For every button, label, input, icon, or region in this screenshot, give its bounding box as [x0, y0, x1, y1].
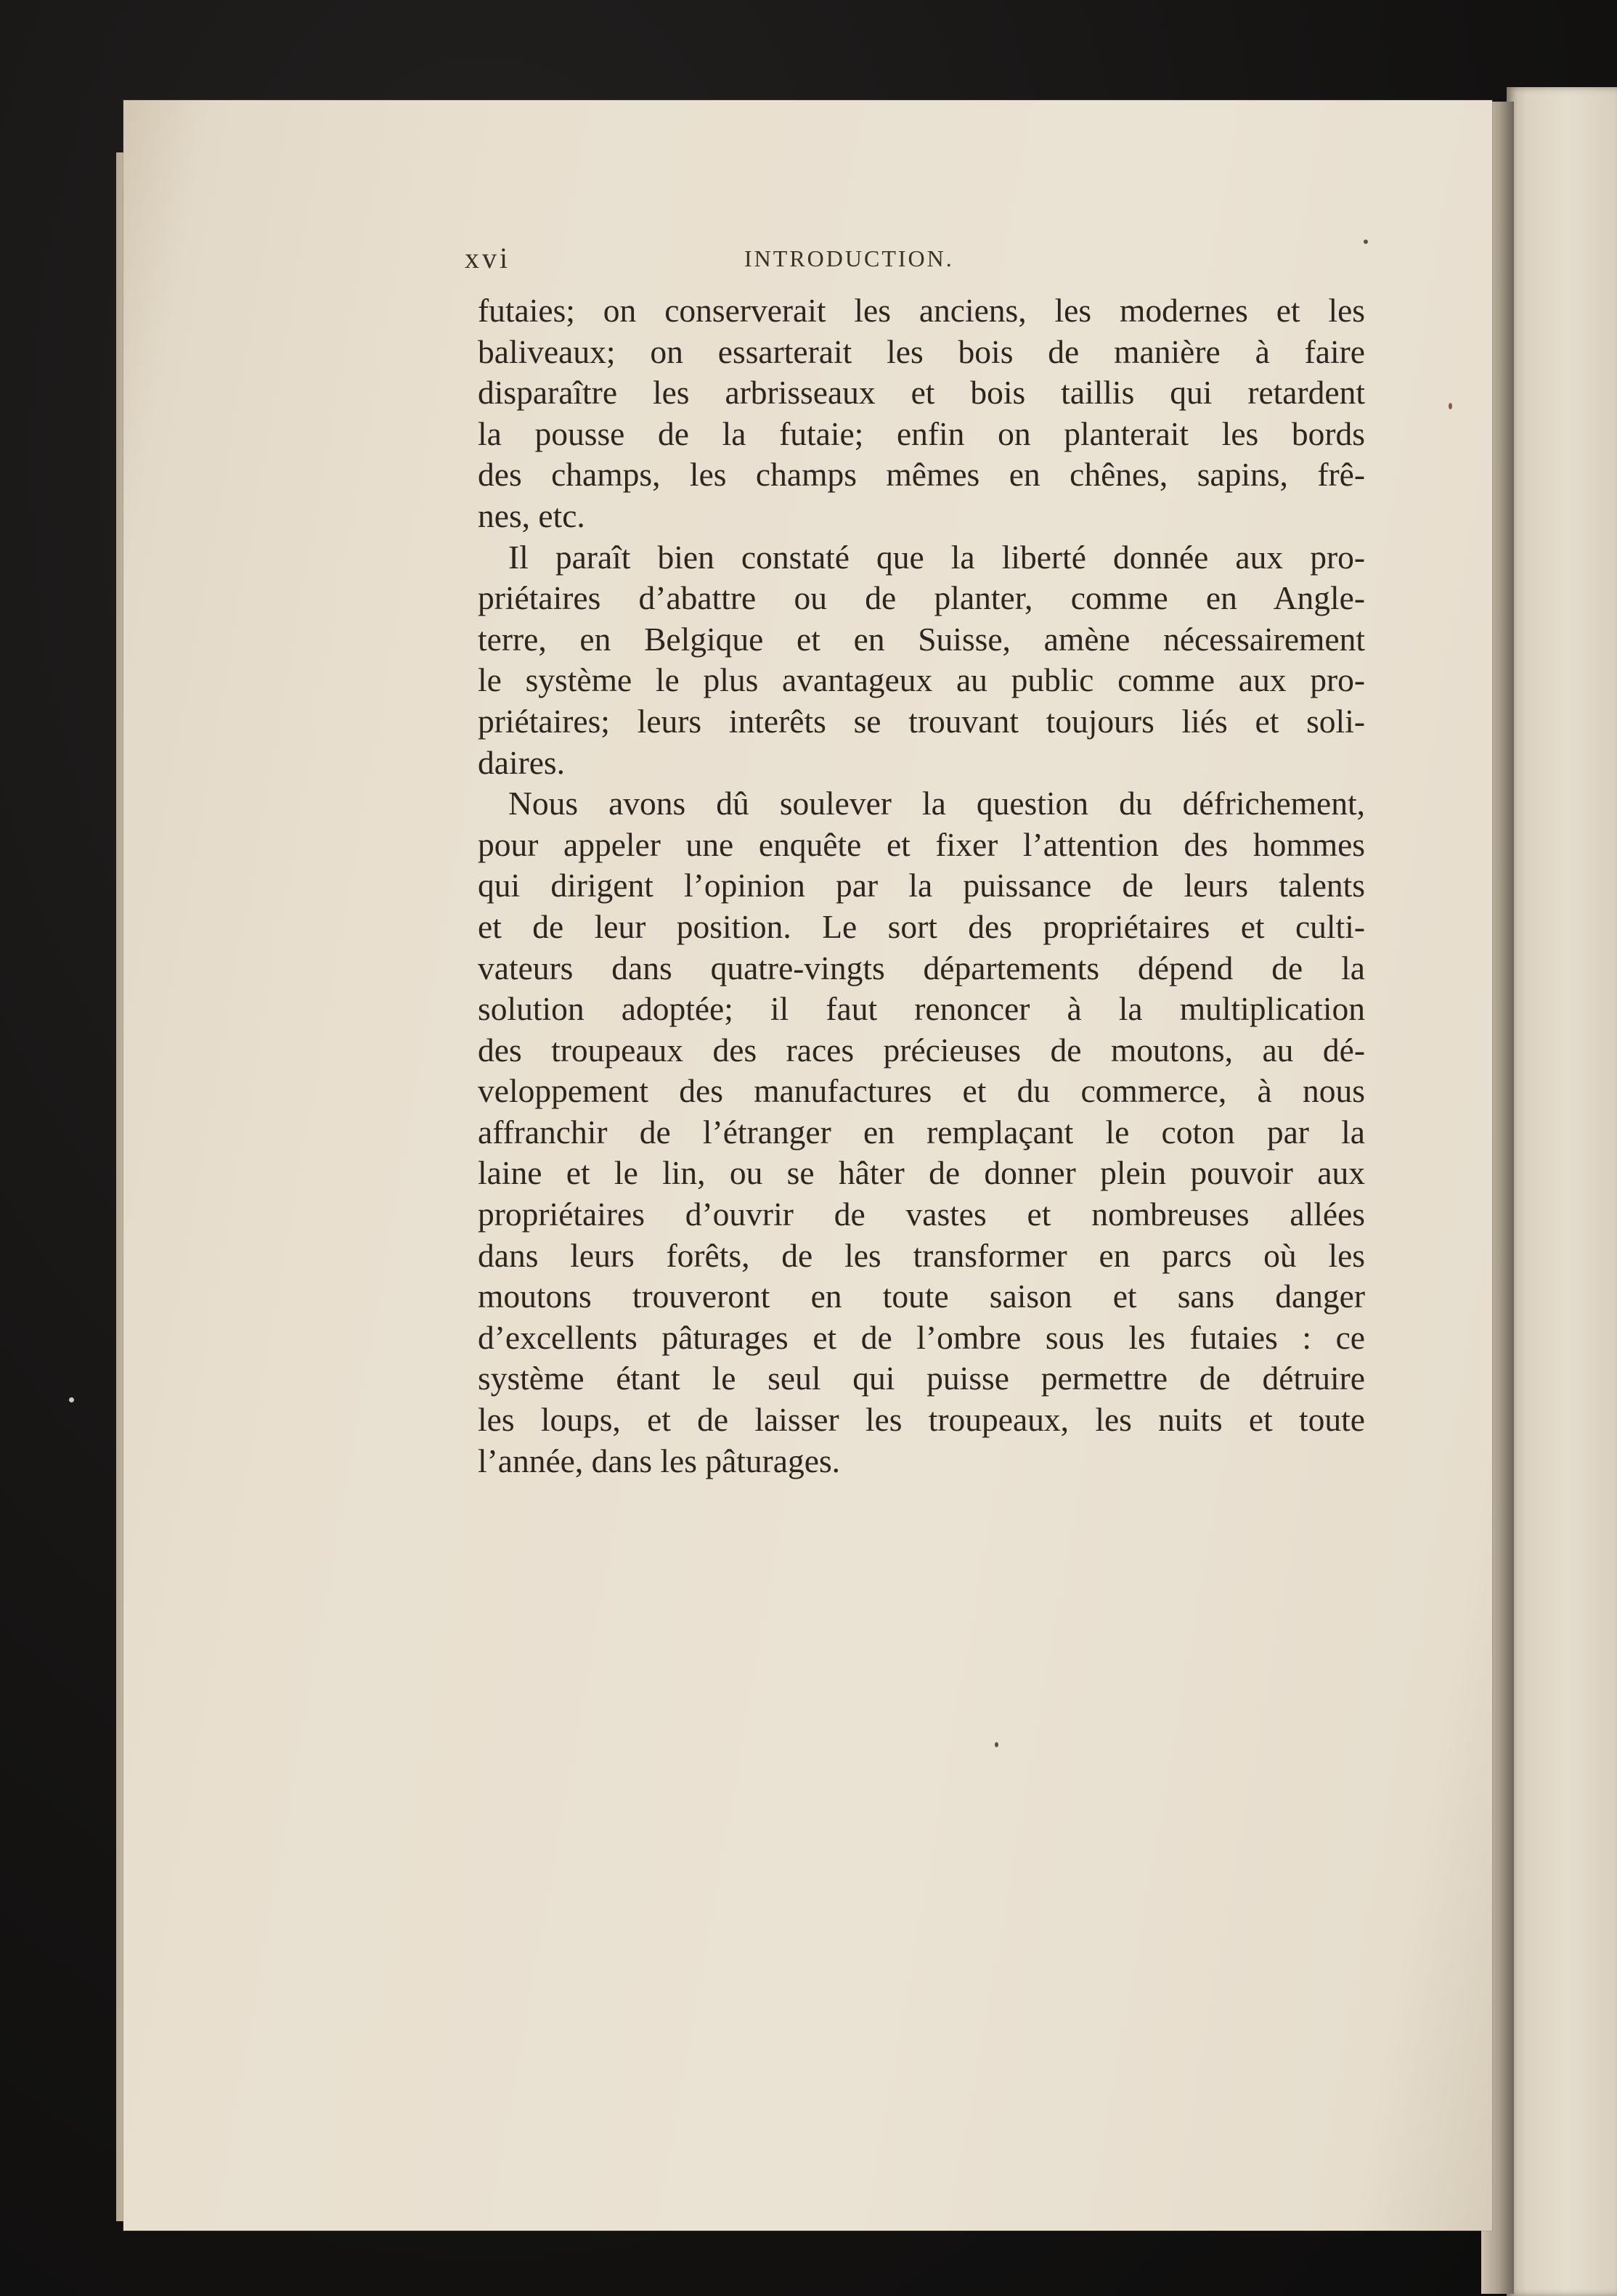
page-number: xvi — [465, 242, 511, 274]
text-line: moutons trouveront en toute saison et sans danger — [478, 1278, 1365, 1315]
text-line: daires. — [478, 743, 566, 781]
text-line: des troupeaux des races précieuses de moutons, au dé- — [478, 1031, 1365, 1069]
text-line: d’excellents pâturages et de l’ombre sous les futaies : ce — [478, 1318, 1365, 1356]
facing-page-edge — [1507, 87, 1617, 2296]
text-line: veloppement des manufactures et du commerce, à nous — [478, 1072, 1365, 1110]
paper-speck — [1364, 240, 1368, 244]
body-text — [478, 290, 1365, 1482]
text-line: baliveaux; on essarterait les bois de manière à faire — [478, 332, 1365, 370]
text-line: disparaître les arbrisseaux et bois taillis qui retardent — [478, 374, 1365, 412]
text-line: qui dirigent l’opinion par la puissance de leurs talents — [478, 867, 1365, 904]
text-line: nes, etc. — [478, 497, 585, 534]
text-line: terre, en Belgique et en Suisse, amène nécessairement — [478, 620, 1365, 658]
text-line: futaies; on conserverait les anciens, les modernes et les — [478, 292, 1365, 329]
text-line: dans leurs forêts, de les transformer en parcs où les — [478, 1236, 1365, 1274]
text-line: les loups, et de laisser les troupeaux, les nuits et toute — [478, 1401, 1365, 1439]
text-line: système étant le seul qui puisse permettre de détruire — [478, 1360, 1365, 1397]
text-line: le système le plus avantageux au public comme aux pro- — [478, 661, 1365, 699]
text-line: propriétaires d’ouvrir de vastes et nombreuses allées — [478, 1196, 1365, 1233]
paper-speck — [69, 1397, 74, 1402]
running-title: INTRODUCTION. — [744, 245, 954, 271]
text-line: Nous avons dû soulever la question du défrichement, — [508, 785, 1365, 822]
text-line: priétaires d’abattre ou de planter, comme en Angle- — [478, 579, 1365, 617]
text-line: Il paraît bien constaté que la liberté donnée aux pro- — [508, 538, 1365, 576]
running-head — [465, 241, 1372, 285]
text-line: laine et le lin, ou se hâter de donner plein pouvoir aux — [478, 1154, 1365, 1192]
text-line: l’année, dans les pâturages. — [478, 1442, 841, 1479]
text-line: des champs, les champs mêmes en chênes, sapins, frê- — [478, 456, 1365, 494]
text-line: solution adoptée; il faut renoncer à la multiplication — [478, 990, 1365, 1028]
paper-speck — [1449, 403, 1452, 409]
text-line: pour appeler une enquête et fixer l’attention des hommes — [478, 825, 1365, 863]
text-line: vateurs dans quatre-vingts départements dépend de la — [478, 949, 1365, 986]
text-line: affranchir de l’étranger en remplaçant le coton par la — [478, 1113, 1365, 1151]
paper-speck — [995, 1742, 998, 1747]
text-line: et de leur position. Le sort des propriétaires et culti- — [478, 907, 1365, 945]
text-line: la pousse de la futaie; enfin on planterait les bords — [478, 414, 1365, 452]
text-line: priétaires; leurs interêts se trouvant toujours liés et soli- — [478, 702, 1365, 740]
